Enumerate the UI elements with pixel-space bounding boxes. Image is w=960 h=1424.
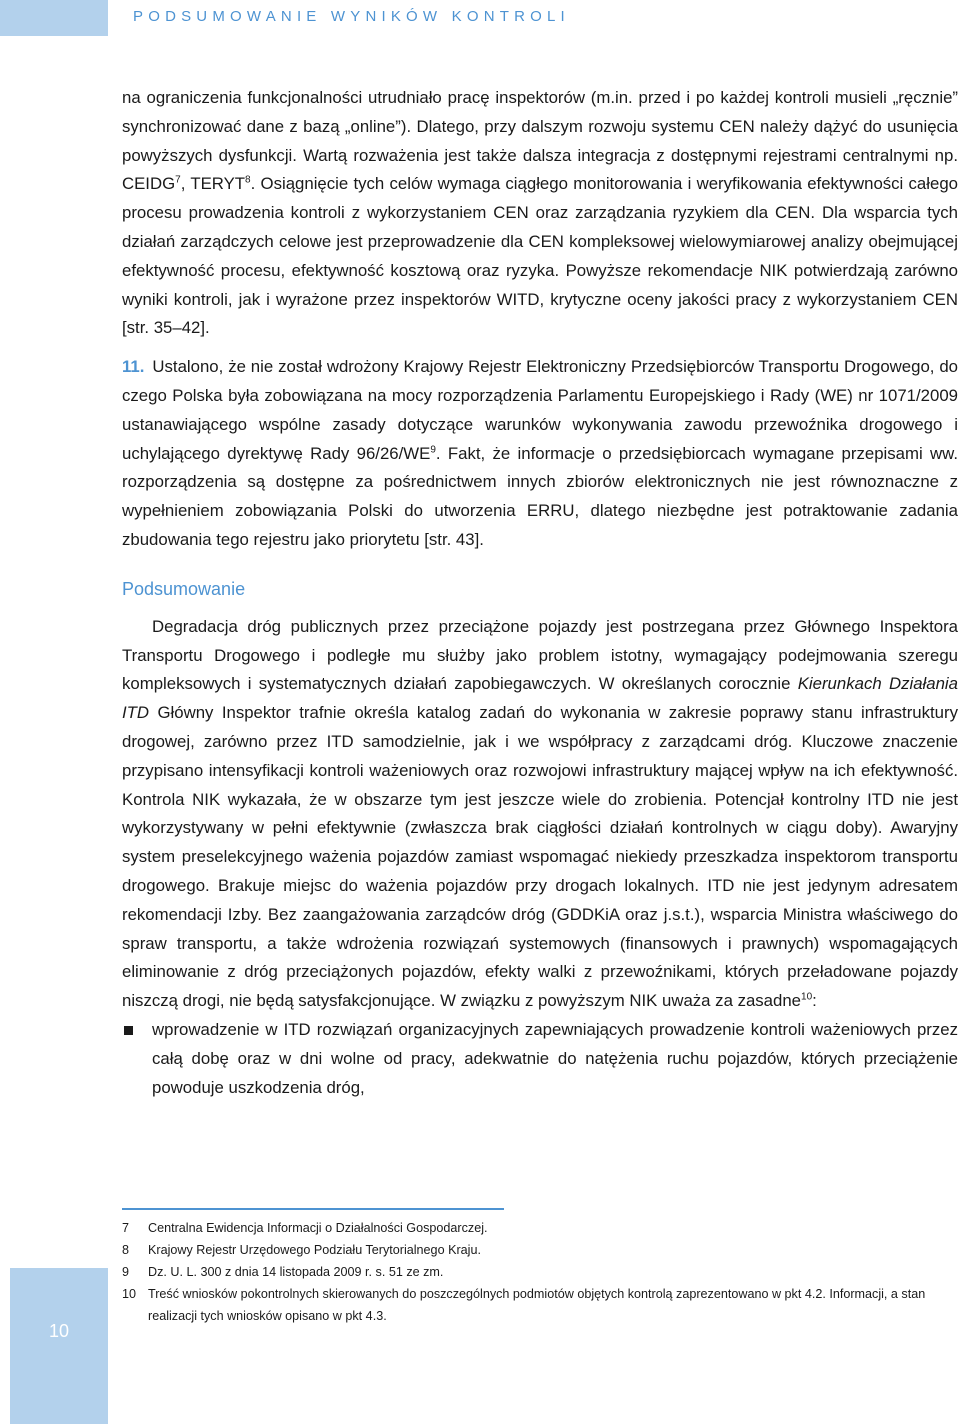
- square-bullet-icon: [124, 1026, 133, 1035]
- footnote-number: 10: [122, 1287, 137, 1301]
- footnote-text: Dz. U. L. 300 z dnia 14 listopada 2009 r. s. 51 ze zm.: [148, 1265, 444, 1279]
- footnote-number: 8: [122, 1243, 130, 1257]
- para1-text-c: . Osiągnięcie tych celów wymaga ciągłego monitorowania i weryfikowania efektywności całego procesu prowadzenia kontroli z wykorzystaniem CEN oraz zarządzania ryzykiem dla CEN. Dla wsparcia tych działań zarządczych celowe jest przeprowadzenie dla CEN kompleksowej wielowymiarowej analizy obejmującej efektywność procesu, efektywność kosztową oraz ryzyka. Powyższe rekomendacje NIK potwierdzają zarówno wyniki kontroli, jak i wyrażone przez inspektorów WITD, krytyczne oceny jakości pracy z wykorzystaniem CEN [str. 35–42].: [122, 174, 958, 338]
- para1-text-a: na ograniczenia funkcjonalności utrudniało pracę inspektorów (m.in. przed i po każdej kontroli musieli „ręcznie” synchronizować dane z bazą „online”). Dlatego, przy dalszym rozwoju systemu CEN należy dążyć do usunięcia powyższych dysfunkcji. Wartą rozważenia jest także dalsza integracja z dostępnymi rejestrami centralnymi np. CEIDG: [122, 88, 958, 194]
- footnote-ref-10[interactable]: 10: [801, 991, 813, 1003]
- main-content: [122, 84, 958, 1102]
- page-number: 10: [48, 1321, 70, 1341]
- footnote: [122, 1217, 958, 1239]
- footnotes: [122, 1217, 958, 1327]
- paragraph-cen: [122, 84, 958, 343]
- header-title: PODSUMOWANIE WYNIKÓW KONTROLI: [133, 8, 570, 25]
- header-color-block: [0, 0, 108, 36]
- page-number-box: [10, 1268, 108, 1424]
- sec11-text-a: Ustalono, że nie został wdrożony Krajowy Rejestr Elektroniczny Przedsiębiorców Transportu Drogowego, do czego Polska była zobowiązana na mocy rozporządzenia Parlamentu Europejskiego i Rady (WE) nr 1071/2009 ustanawiającego wspólne zasady dotyczące warunków wykonywania zawodu przewoźnika drogowego i uchylającego dyrektywę Rady 96/26/WE: [122, 357, 958, 463]
- list-item-text: wprowadzenie w ITD rozwiązań organizacyjnych zapewniających prowadzenie kontroli ważeniowych przez całą dobę oraz w dni wolne od pracy, adekwatnie do natężenia ruchu pojazdów, których przeciążenie powoduje uszkodzenia dróg,: [152, 1019, 958, 1097]
- summary-text-c: :: [812, 991, 817, 1011]
- footnote-divider: [122, 1208, 504, 1210]
- list-item: [122, 1016, 958, 1102]
- paragraph-summary: [122, 613, 958, 1016]
- footnote-ref-7[interactable]: 7: [175, 174, 181, 186]
- sec11-text-b: . Fakt, że informacje o przedsiębiorcach wymagane przepisami ww. rozporządzenia są dostępne za pośrednictwem innych zbiorów elektronicznych nie jest równoznaczne z wypełnieniem zobowiązania Polski do utworzenia ERRU, dlatego niezbędne jest potraktowanie zadania zbudowania tego rejestru jako priorytetu [str. 43].: [122, 443, 958, 549]
- summary-text-b: Główny Inspektor trafnie określa katalog zadań do wykonania w zakresie poprawy stanu infrastruktury drogowej, zarówno przez ITD samodzielnie, jak i we współpracy z zarządcami dróg. Kluczowe znaczenie przypisano intensyfikacji kontroli ważeniowych oraz rozwojowi infrastruktury mającej wpływ na ich efektywność. Kontrola NIK wykazała, że w obszarze tym jest jeszcze wiele do zrobienia. Potencjał kontrolny ITD nie jest wykorzystywany w pełni efektywnie (zwłaszcza brak ciągłości działań kontrolnych w ciągu doby). Awaryjny system preselekcyjnego ważenia pojazdów zamiast wspomagać niekiedy przeszkadza inspektorom transportu drogowego. Brakuje miejsc do ważenia pojazdów przy drogach lokalnych. ITD nie jest jedynym adresatem rekomendacji Izby. Bez zaangażowania zarządców dróg (GDDKiA oraz j.s.t.), wsparcia Ministra właściwego do spraw transportu, a także wdrożenia rozwiązań systemowych (finansowych i prawnych) wspomagających eliminowanie z dróg przeciążonych pojazdów, efekty walki z przewoźnikami, których przeładowane pojazdy niszczą drogi, nie będą satysfakcjonujące. W związku z powyższym NIK uważa za zasadne: [122, 703, 958, 1011]
- footnote-text: Krajowy Rejestr Urzędowego Podziału Terytorialnego Kraju.: [148, 1243, 481, 1257]
- summary-text-a: Degradacja dróg publicznych przez przeciążone pojazdy jest postrzegana przez Głównego Inspektora Transportu Drogowego i podległe mu służby jako problem istotny, wymagający podejmowania szeregu kompleksowych i systematycznych działań zapobiegawczych. W określanych corocznie: [122, 616, 958, 694]
- footnote-ref-8[interactable]: 8: [245, 174, 251, 186]
- running-header: [0, 0, 960, 36]
- footnote: [122, 1283, 958, 1327]
- footnote-text: Centralna Ewidencja Informacji o Działalności Gospodarczej.: [148, 1221, 488, 1235]
- section-number: 11.: [122, 357, 145, 377]
- footnote: [122, 1239, 958, 1261]
- footnote: [122, 1261, 958, 1283]
- footnote-text: Treść wniosków pokontrolnych skierowanych do poszczególnych podmiotów objętych kontrolą zaprezentowano w pkt 4.2. Informacji, a stan realizacji tych wniosków opisano w pkt 4.3.: [148, 1287, 926, 1323]
- footnote-number: 7: [122, 1221, 130, 1235]
- subheading-summary: Podsumowanie: [122, 578, 246, 599]
- summary-italic: Kierunkach Działania ITD: [122, 674, 958, 723]
- para1-text-b: , TERYT: [180, 174, 246, 194]
- footnote-number: 9: [122, 1265, 130, 1279]
- paragraph-section-11: [122, 353, 958, 555]
- recommendation-list: [122, 1016, 958, 1102]
- footnote-ref-9[interactable]: 9: [430, 443, 436, 455]
